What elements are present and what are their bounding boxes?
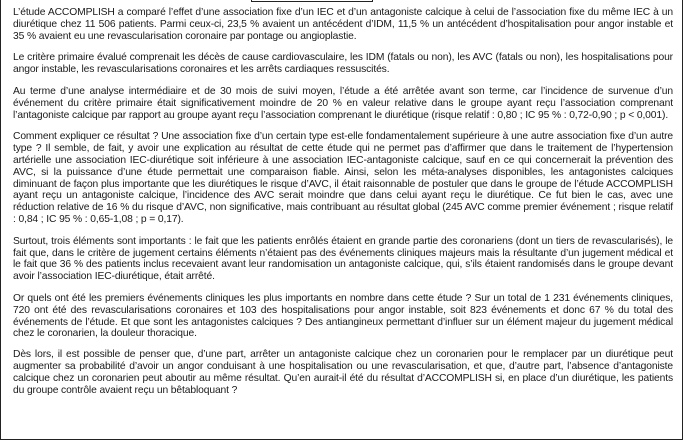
paragraph-results: Au terme d’une analyse intermédiaire et de 30 mois de suivi moyen, l’étude a été arrêtée avant son terme, car l’incidence de survenue d’un événement du critère primaire était significativement moindre de 20 % en valeur relative dans le groupe ayant reçu l’association comprenant l’antagoniste calcique par rapport au groupe ayant reçu l’association comprenant le diurétique (risque relatif : 0,80 ; IC 95 % : 0,72-0,90 ; p < 0,001). (13, 85, 673, 121)
paragraph-explanation: Comment expliquer ce résultat ? Une association fixe d’un certain type est-elle fondamentalement supérieure à une autre association fixe d’un autre type ? Il semble, de fait, y avoir une explication au résultat de cette étude qui ne permet pas d’affirmer que dans le traitement de l’hypertension artérielle une association IEC-diurétique soit inférieure à une association IEC-antagoniste calcique, sauf en ce qui concernerait la prévention des AVC, si la puissance d’une étude permettait une comparaison fiable. Ainsi, selon les méta-analyses disponibles, les antagonistes calciques diminuant de façon plus importante que les diurétiques le risque d’AVC, il était raisonnable de postuler que dans le groupe de l’étude ACCOMPLISH ayant reçu un antagoniste calcique, l’incidence des AVC serait moindre que dans celui ayant reçu le diurétique. Ce fut bien le cas, avec une réduction relative de 16 % du risque d’AVC, non significative, mais contribuant au résultat global (245 AVC comme premier événement ; risque relatif : 0,84 ; IC 95 % : 0,65-1,08 ; p = 0,17). (13, 131, 673, 225)
paragraph-events-count: Or quels ont été les premiers événements cliniques les plus importants en nombre dans cette étude ? Sur un total de 1 231 événements cliniques, 720 ont été des revascularisations coronaires et 103 des hospitalisations pour angor instable, soit 823 événements et donc 67 % du total des événements de l’étude. Et que sont les antagonistes calciques ? Des antiangineux permettant d’influer sur un élément majeur du jugement médical chez le coronarien, la douleur thoracique. (13, 292, 673, 340)
paragraph-primary-endpoint: Le critère primaire évalué comprenait les décès de cause cardiovasculaire, les IDM (fatals ou non), les AVC (fatals ou non), les hospitalisations pour angor instable, les revascularisations coronaires et les arrêts cardiaques ressuscités. (13, 52, 673, 76)
header-tab (251, 0, 373, 2)
paragraph-key-elements: Surtout, trois éléments sont importants : le fait que les patients enrôlés étaient en grande partie des coronariens (dont un tiers de revascularisés), le fait que, dans le critère de jugement certains éléments n’étaient pas des événements cliniques majeurs mais la résultante d’un jugement médical et le fait que 36 % des patients inclus recevaient avant leur randomisation un antagoniste calcique, qui, s’ils étaient randomisés dans le groupe devant avoir l’association IEC-diurétique, était arrêté. (13, 235, 673, 283)
paragraph-conclusion: Dès lors, il est possible de penser que, d’une part, arrêter un antagoniste calcique chez un coronarien pour le remplacer par un diurétique peut augmenter sa probabilité d’avoir un angor conduisant à une hospitalisation ou une revascularisation, et que, d’autre part, l’absence d’antagoniste calcique chez un coronarien peut aboutir au même résultat. Qu’en aurait-il été du résultat d’ACCOMPLISH si, en place d’un diurétique, les patients du groupe contrôle avaient reçu un bêtabloquant ? (13, 349, 673, 396)
paragraph-study-design: L’étude ACCOMPLISH a comparé l’effet d’une association fixe d’un IEC et d’un antagoniste calcique à celui de l’association fixe du même IEC à un diurétique chez 11 506 patients. Parmi ceux-ci, 23,5 % avaient un antécédent d’IDM, 11,5 % un antécédent d’hospitalisation pour angor instable et 35 % avaient eu une revascularisation coronaire par pontage ou angioplastie. (13, 7, 673, 42)
